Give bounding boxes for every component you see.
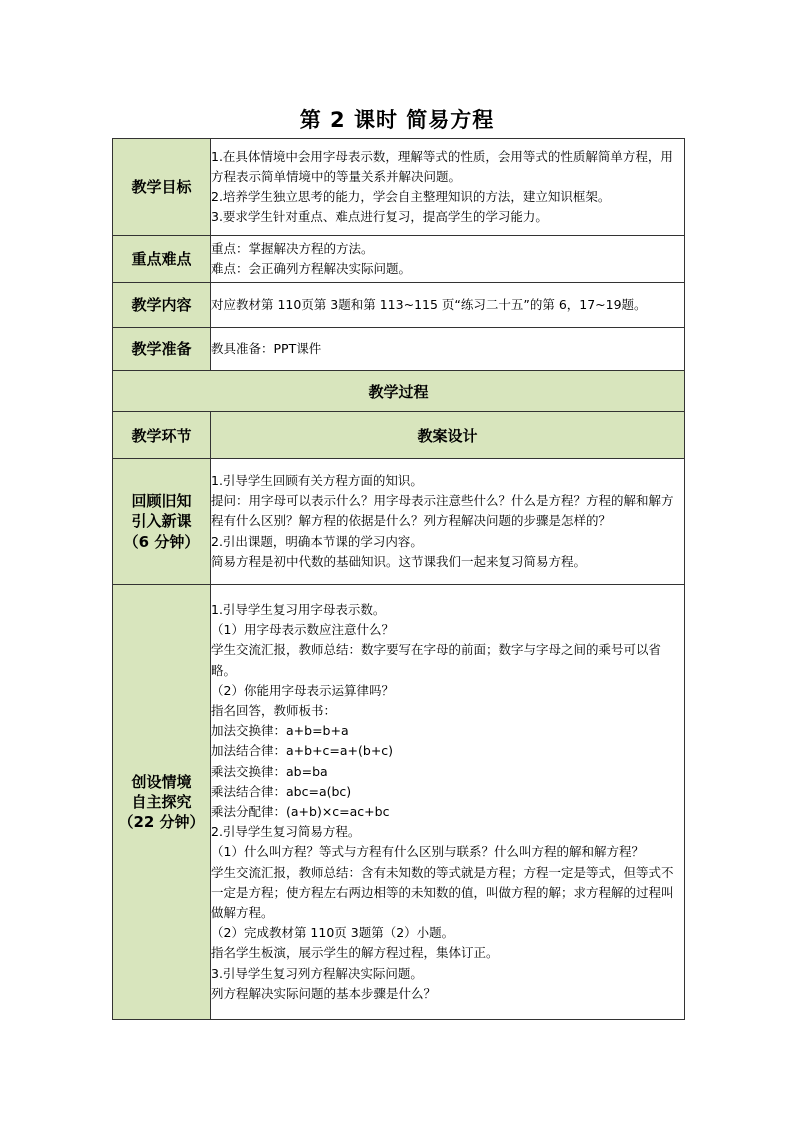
section-line: 加法交换律：a+b=b+a bbox=[211, 723, 349, 739]
section-line: 学生交流汇报，教师总结：含有未知数的等式就是方程；方程一定是等式，但等式不一定是方程；使方程左右两边相等的未知数的值，叫做方程的解；求方程解的过程叫做解方程。 bbox=[211, 864, 674, 921]
section-label-line: 自主探究 bbox=[131, 792, 192, 811]
goal-line: 2.培养学生独立思考的能力，学会自主整理知识的方法，建立知识框架。 bbox=[211, 189, 611, 204]
row-sub-header bbox=[113, 412, 685, 459]
section-line: 乘法交换律：ab=ba bbox=[211, 763, 328, 779]
label-key-points: 重点难点 bbox=[113, 236, 211, 283]
cell-section-explore bbox=[211, 585, 685, 1020]
cell-section-review bbox=[211, 459, 685, 585]
section-line: （1）什么叫方程？等式与方程有什么区别与联系？什么叫方程的解和解方程？ bbox=[211, 844, 644, 860]
section-line: 乘法分配律：(a+b)×c=ac+bc bbox=[211, 804, 390, 819]
section-line: 乘法结合律：abc=a(bc) bbox=[211, 783, 352, 799]
label-teaching-prep: 教学准备 bbox=[113, 328, 211, 371]
label-section-explore bbox=[113, 585, 211, 1020]
section-line: 1.引导学生回顾有关方程方面的知识。 bbox=[211, 472, 423, 488]
section-label-line: 引入新课 bbox=[131, 512, 192, 531]
section-line: 简易方程是初中代数的基础知识。这节课我们一起来复习简易方程。 bbox=[211, 553, 587, 569]
section-line: （2）完成教材第 110页 3题第（2）小题。 bbox=[211, 925, 455, 941]
key-line: 难点：会正确列方程解决实际问题。 bbox=[211, 261, 412, 276]
sub-header-design: 教案设计 bbox=[211, 412, 685, 459]
row-teaching-prep bbox=[113, 328, 685, 371]
sub-header-stage: 教学环节 bbox=[113, 412, 211, 459]
section-line: 指名学生板演，展示学生的解方程过程，集体订正。 bbox=[211, 945, 499, 961]
section-line: 2.引导学生复习简易方程。 bbox=[211, 824, 361, 840]
section-line: 3.引导学生复习列方程解决实际问题。 bbox=[211, 965, 423, 981]
row-key-points bbox=[113, 236, 685, 283]
label-teaching-goals: 教学目标 bbox=[113, 139, 211, 236]
cell-key-points bbox=[211, 236, 685, 283]
cell-teaching-goals bbox=[211, 139, 685, 236]
row-section-explore bbox=[113, 585, 685, 1020]
section-label-line: （6 分钟） bbox=[123, 532, 200, 551]
goal-line: 3.要求学生针对重点、难点进行复习，提高学生的学习能力。 bbox=[211, 209, 548, 225]
section-line: 学生交流汇报，教师总结：数字要写在字母的前面；数字与字母之间的乘号可以省略。 bbox=[211, 642, 662, 678]
cell-teaching-prep bbox=[211, 328, 685, 371]
section-label-line: 回顾旧知 bbox=[131, 492, 192, 511]
section-line: 1.引导学生复习用字母表示数。 bbox=[211, 601, 386, 617]
section-line: 指名回答，教师板书： bbox=[211, 702, 337, 718]
label-section-review bbox=[113, 459, 211, 585]
section-line: （2）你能用字母表示运算律吗？ bbox=[211, 682, 394, 698]
prep-text: 教具准备：PPT课件 bbox=[211, 340, 322, 356]
section-line: 加法结合律：a+b+c=a+(b+c) bbox=[211, 743, 394, 759]
section-label-line: 创设情境 bbox=[131, 772, 192, 791]
row-section-review bbox=[113, 459, 685, 585]
row-teaching-goals bbox=[113, 139, 685, 236]
process-header: 教学过程 bbox=[113, 371, 685, 412]
cell-teaching-content bbox=[211, 283, 685, 328]
section-line: 列方程解决实际问题的基本步骤是什么？ bbox=[211, 985, 437, 1001]
page-title: 第 2 课时 简易方程 bbox=[299, 108, 495, 132]
goal-line: 1.在具体情境中会用字母表示数，理解等式的性质，会用等式的性质解简单方程，用方程表示简单情境中的等量关系并解决问题。 bbox=[211, 148, 673, 184]
label-teaching-content: 教学内容 bbox=[113, 283, 211, 328]
content-text: 对应教材第 110页第 3题和第 113~115 页“练习二十五”的第 6，17~19题。 bbox=[211, 296, 647, 312]
row-process-header bbox=[113, 371, 685, 412]
lesson-plan-table bbox=[112, 138, 685, 1020]
section-line: 提问：用字母可以表示什么？用字母表示注意些什么？什么是方程？方程的解和解方程有什么区别？解方程的依据是什么？列方程解决问题的步骤是怎样的？ bbox=[211, 493, 674, 529]
key-line: 重点：掌握解决方程的方法。 bbox=[211, 240, 374, 256]
section-line: 2.引出课题，明确本节课的学习内容。 bbox=[211, 533, 423, 549]
row-teaching-content bbox=[113, 283, 685, 328]
section-label-line: （22 分钟） bbox=[118, 813, 205, 832]
section-line: （1）用字母表示数应注意什么？ bbox=[211, 622, 394, 638]
